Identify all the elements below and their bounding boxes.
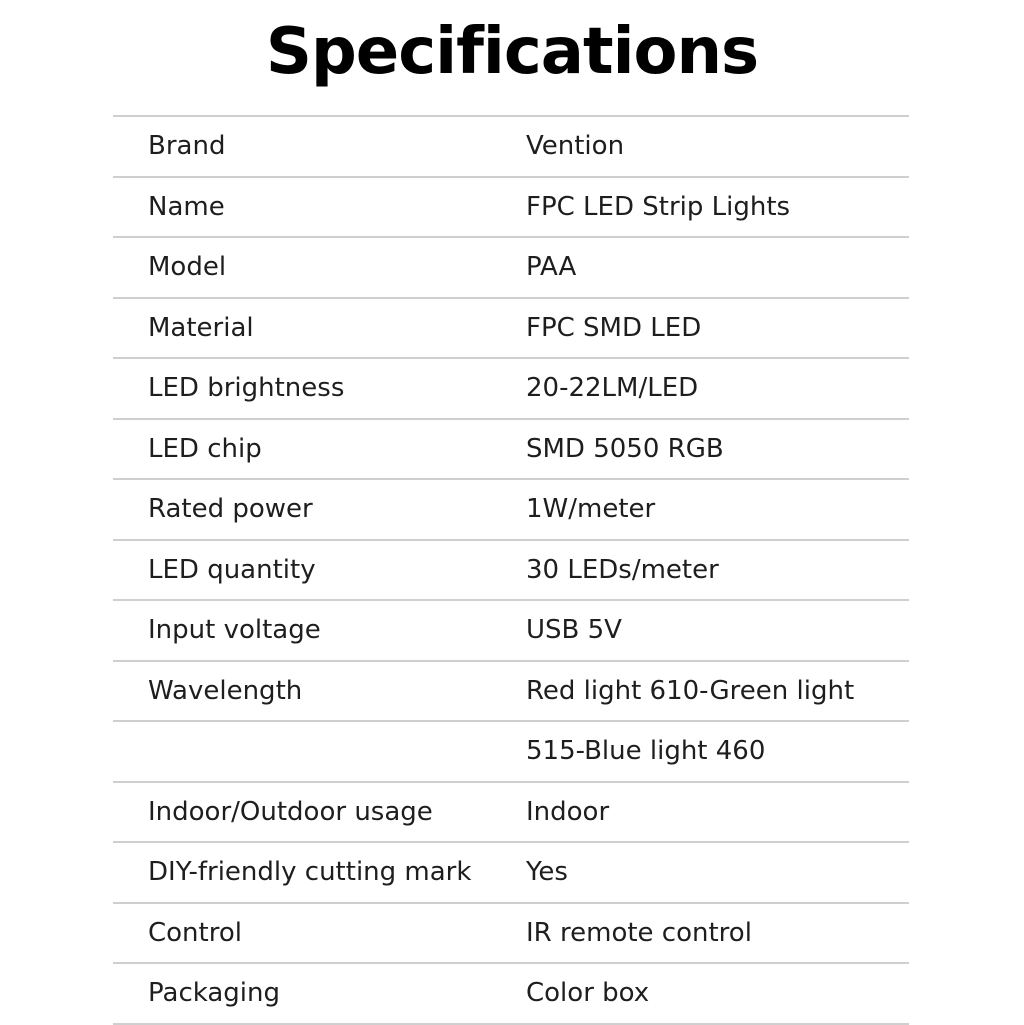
spec-value: 515-Blue light 460	[526, 736, 766, 766]
table-row	[113, 783, 909, 844]
spec-label: LED brightness	[148, 373, 345, 403]
spec-value: 1W/meter	[526, 494, 656, 524]
spec-value: Indoor	[526, 796, 610, 827]
spec-value: 20-22LM/LED	[526, 373, 699, 403]
table-row	[113, 420, 909, 481]
spec-value: PAA	[526, 252, 577, 282]
spec-label: Model	[148, 252, 227, 282]
spec-value: Red light 610-Green light	[526, 675, 855, 706]
spec-label: LED chip	[148, 433, 262, 464]
spec-value: Vention	[526, 131, 625, 161]
spec-label: DIY-friendly cutting mark	[148, 857, 472, 887]
spec-value: FPC LED Strip Lights	[526, 191, 791, 222]
table-row	[113, 359, 909, 420]
spec-label: Rated power	[148, 494, 313, 524]
table-row	[113, 601, 909, 662]
spec-label: Indoor/Outdoor usage	[148, 796, 433, 827]
table-row	[113, 238, 909, 299]
table-row	[113, 117, 909, 178]
table-row	[113, 904, 909, 965]
table-row	[113, 964, 909, 1025]
table-row	[113, 299, 909, 360]
spec-value: Yes	[526, 857, 568, 887]
spec-value: SMD 5050 RGB	[526, 433, 724, 464]
table-row	[113, 178, 909, 239]
table-row	[113, 722, 909, 783]
spec-value: FPC SMD LED	[526, 312, 702, 343]
spec-value: 30 LEDs/meter	[526, 554, 719, 585]
spec-label: Wavelength	[148, 675, 303, 706]
table-row	[113, 541, 909, 602]
spec-value: IR remote control	[526, 917, 752, 948]
table-row	[113, 843, 909, 904]
spec-label: Packaging	[148, 978, 280, 1008]
spec-label: Material	[148, 312, 254, 343]
spec-label: Input voltage	[148, 615, 321, 645]
spec-label: Name	[148, 191, 225, 222]
table-row	[113, 662, 909, 723]
page-title: Specifications	[265, 15, 759, 89]
spec-label: LED quantity	[148, 554, 316, 585]
spec-value: Color box	[526, 978, 650, 1008]
spec-value: USB 5V	[526, 615, 622, 645]
table-row	[113, 480, 909, 541]
spec-table	[113, 115, 909, 1025]
spec-label: Control	[148, 917, 242, 948]
spec-label: Brand	[148, 131, 226, 161]
